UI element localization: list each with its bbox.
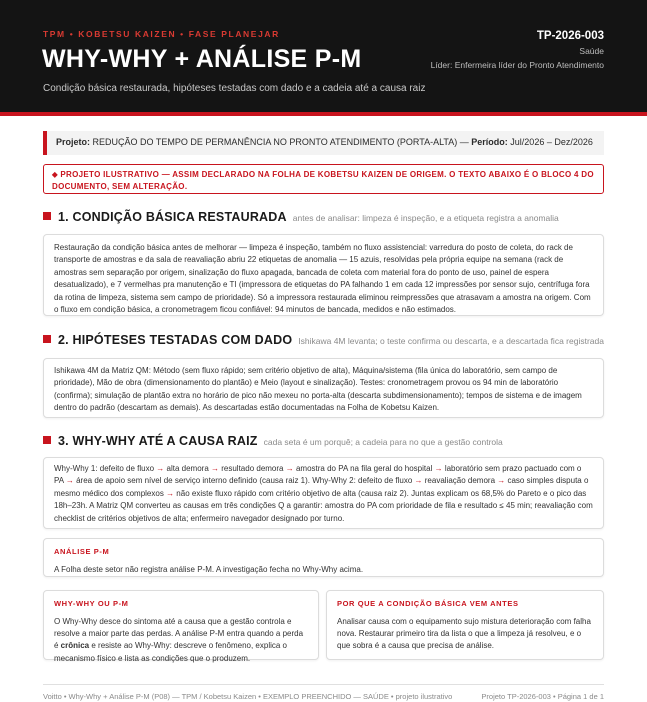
chain-arrow-icon: → xyxy=(497,476,506,486)
basic-condition-card xyxy=(326,590,604,660)
footer-page-info: Projeto TP-2026-003 • Página 1 de 1 xyxy=(481,692,604,701)
why-why-chain xyxy=(54,463,593,525)
project-strip xyxy=(43,131,604,155)
pm-analysis-label: ANÁLISE P-M xyxy=(54,547,110,556)
footer-left-text: Voitto • Why-Why + Análise P-M (P08) — TPM / Kobetsu Kaizen • EXEMPLO PREENCHIDO — SAÚDE • projeto ilustrativo xyxy=(43,692,453,701)
section-2-title: 2. HIPÓTESES TESTADAS COM DADO xyxy=(58,333,293,347)
illustrative-notice: ⬥ PROJETO ILUSTRATIVO — ASSIM DECLARADO NA FOLHA DE KOBETSU KAIZEN DE ORIGEM. O TEXTO ABAIXO É O BLOCO 4 DO DOCUMENTO, SEM ALTERAÇÃO. xyxy=(43,164,604,194)
document-id: TP-2026-003 xyxy=(536,30,604,42)
section-2-body: Ishikawa 4M da Matriz QM: Método (sem fluxo rápido; sem critério objetivo de alta), Máquina/sistema (fila única do laboratório, sem campo de prioridade), Mão de obra (dimensionamento do plantão) e Meio (layout e sinalização). Testes: cronometragem provou os 94 min de laboratório (confirma); simulação de plantão extra no horário de pico não mexeu no porta-alta (descarta subdimensionamento); tempos de sistema e de imagem dentro do padrão (descartam as demais). As descartadas estão documentadas na Folha de Kobetsu Kaizen. xyxy=(54,366,582,413)
project-name: REDUÇÃO DO TEMPO DE PERMANÊNCIA NO PRONTO ATENDIMENTO (PORTA-ALTA) xyxy=(92,137,458,147)
basic-condition-label: POR QUE A CONDIÇÃO BÁSICA VEM ANTES xyxy=(337,599,519,608)
section-marker-icon xyxy=(43,436,51,444)
footer-divider xyxy=(43,684,604,685)
chain-arrow-icon: → xyxy=(211,464,219,473)
chain-arrow-icon: → xyxy=(414,476,423,486)
document-leader: Líder: Enfermeira líder do Pronto Atendimento xyxy=(430,60,604,70)
section-marker-icon xyxy=(43,212,51,220)
pm-analysis-card xyxy=(43,538,604,577)
period-label: Período: xyxy=(471,137,508,147)
section-1-heading xyxy=(43,208,559,226)
why-or-pm-card xyxy=(43,590,319,663)
chain-arrow-icon: → xyxy=(156,464,165,473)
section-3-title: 3. WHY-WHY ATÉ A CAUSA RAIZ xyxy=(58,434,258,448)
section-2-box xyxy=(43,358,604,418)
section-1-title: 1. CONDIÇÃO BÁSICA RESTAURADA xyxy=(58,210,287,224)
page-subtitle: Condição básica restaurada, hipóteses testadas com dado e a cadeia até a causa raiz xyxy=(43,83,426,94)
chain-step: alta demora xyxy=(166,464,209,473)
project-period: Jul/2026 – Dez/2026 xyxy=(510,137,593,147)
why-or-pm-text: O Why-Why desce do sintoma até a causa que a gestão controla e resolve a maior parte das perdas. A análise P-M entra quando a perda é xyxy=(54,616,304,651)
header-banner xyxy=(0,0,647,112)
chain-step: caso simples disputa o mesmo médico dos complexos xyxy=(54,476,589,498)
chain-arrow-icon: → xyxy=(434,464,443,473)
chain-step: não existe fluxo rápido com critério objetivo de alta (causa raiz 2). Juntas explicam os 68,5% do Pareto e o pico das 18h–23h. A Matriz QM converteu as causas em três condições Q a garantir: amostra do PA com prioridade de fila e resultado ≤ 45 min; reavaliação com checklist de critérios objetivos de alta; enfermeiro navegador designado por turno. xyxy=(54,488,593,523)
page-title: WHY-WHY + ANÁLISE P-M xyxy=(42,45,362,73)
chain-step: Why-Why 1: defeito de fluxo xyxy=(54,464,155,473)
chain-step: reavaliação demora xyxy=(424,476,496,486)
header-kicker: TPM • KOBETSU KAIZEN • FASE PLANEJAR xyxy=(43,29,280,39)
section-1-subtitle: antes de analisar: limpeza é inspeção, e a etiqueta registra a anomalia xyxy=(292,213,559,223)
chain-arrow-icon: → xyxy=(285,464,294,473)
header-accent-bar xyxy=(0,112,647,116)
why-or-pm-body xyxy=(54,616,308,666)
section-3-subtitle: cada seta é um porquê; a cadeia para no que a gestão controla xyxy=(263,437,503,447)
why-or-pm-text: e resiste ao Why-Why: descreve o fenômeno, explica o mecanismo físico e lista as condições que o produzem. xyxy=(54,641,288,663)
section-1-box xyxy=(43,234,604,316)
chain-arrow-icon: → xyxy=(166,488,175,498)
why-or-pm-label: WHY-WHY OU P-M xyxy=(54,599,129,608)
project-separator: — xyxy=(457,137,472,147)
basic-condition-body: Analisar causa com o equipamento sujo mistura deterioração com falha nova. Restaurar primeiro tira da lista o que a limpeza já resolveu, e o que sobra é a causa que precisa de análise. xyxy=(337,616,591,651)
chain-step: área de apoio sem nível de serviço interno definido (causa raiz 1). Why-Why 2: defeito de fluxo xyxy=(76,476,413,486)
section-3-box xyxy=(43,457,604,529)
chain-step: amostra do PA na fila geral do hospital xyxy=(295,464,433,473)
chain-arrow-icon: → xyxy=(65,476,74,486)
document-area: Saúde xyxy=(579,46,604,56)
why-or-pm-emphasis: crônica xyxy=(60,641,90,651)
section-2-subtitle: Ishikawa 4M levanta; o teste confirma ou descarta, e a descartada fica registrada xyxy=(298,336,604,346)
section-3-heading xyxy=(43,432,503,450)
section-1-body: Restauração da condição básica antes de melhorar — limpeza é inspeção, também no fluxo assistencial: varredura do posto de coleta, do rack de transporte de amostras e da sala de reavaliação abriu 22 etiquetas de anomalia — 15 azuis, resolvidas pela própria equipe na semana (rack de amostras sem separação por origem, sinalização do fluxo apagada, bancada de coleta com material fora do ponto de uso, painel de espera desatualizado), e 7 vermelhas pra manutenção e TI (impressora de etiquetas do PA falhando 1 em cada 12 impressões por sensor sujo, centrífuga fora da rotina de limpeza, sistema sem campo de prioridade). Só a impressora restaurada eliminou reimpressões que atrasavam a amostra na origem. Com o fluxo em condição básica, a cronometragem ficou confiável: 94 minutos de bancada, medidos e não estimados. xyxy=(54,243,591,315)
section-2-heading xyxy=(43,331,604,349)
chain-step: laboratório sem prazo pactuado com o PA xyxy=(54,464,582,486)
pm-analysis-body: A Folha deste setor não registra análise P-M. A investigação fecha no Why-Why acima. xyxy=(54,564,364,574)
section-marker-icon xyxy=(43,335,51,343)
project-label: Projeto: xyxy=(56,137,91,147)
chain-step: resultado demora xyxy=(221,464,284,473)
